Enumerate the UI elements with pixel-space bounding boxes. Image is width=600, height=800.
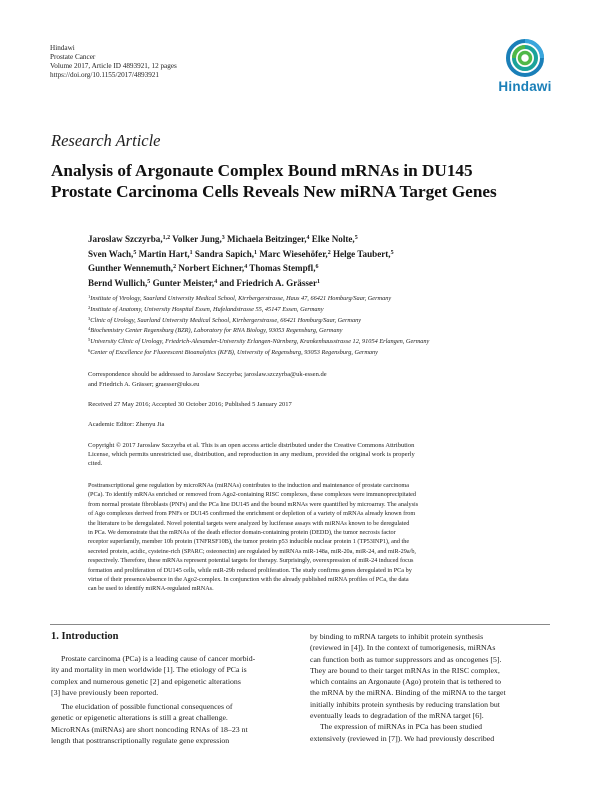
logo-wordmark: Hindawi — [498, 79, 552, 94]
article-title — [51, 160, 551, 202]
affiliation-ref: 5 — [133, 249, 137, 256]
hindawi-logo — [492, 38, 558, 104]
author-line — [88, 261, 558, 276]
author-list — [88, 232, 558, 290]
title-line: Prostate Carcinoma Cells Reveals New miRNA Target Genes — [51, 182, 497, 201]
intro-line: Prostate carcinoma (PCa) is a leading cause of cancer morbid- — [61, 654, 256, 663]
section-divider — [50, 624, 550, 625]
hindawi-logo-icon — [505, 38, 545, 78]
intro-line: length that posttranscriptionally regulate gene expression — [51, 736, 230, 746]
affiliation-text: Center of Excellence for Fluorescent Bioanalytics (KFB), University of Regensburg, 93053 Regensburg, Germany — [90, 348, 378, 356]
affiliation-item — [88, 294, 558, 305]
abstract-line: receptor superfamily, member 10b protein (TNFRSF10B), the tumor protein p53 inducible nuclear protein 1 (TP53INP1), and the — [88, 538, 410, 546]
affiliation-ref: 4 — [244, 264, 248, 271]
author-name: Sven Wach, — [88, 248, 134, 259]
doi-link[interactable]: https://doi.org/10.1155/2017/4893921 — [50, 71, 160, 79]
affiliation-text: University Clinic of Urology, Friedrich-Alexander-University Erlangen-Nürnberg, Krankenhausstrasse 12, 91054 Erlangen, Germany — [90, 338, 430, 346]
publication-dates: Received 27 May 2016; Accepted 30 October 2016; Published 5 January 2017 — [88, 401, 292, 408]
journal-metadata — [50, 44, 177, 80]
affiliation-list — [88, 294, 558, 359]
author-name: Volker Jung, — [172, 234, 222, 244]
intro-right-column — [310, 631, 550, 744]
copyright-notice — [88, 441, 550, 469]
affiliation-ref: 5 — [354, 235, 358, 241]
title-line: Analysis of Argonaute Complex Bound mRNAs in DU145 — [51, 161, 473, 180]
correspondence-line: Correspondence should be addressed to Jaroslaw Szczyrba; jaroslaw.szczyrba@uk-essen.de — [88, 371, 327, 378]
abstract-line: can be used to identify miRNA-regulated mRNAs. — [88, 585, 214, 593]
abstract-line: respectively. Therefore, these mRNAs represent potential targets for therapy. Surprisingly, overexpression of miR-24 induced focus — [88, 557, 414, 565]
author-name: Thomas Stempfl, — [249, 263, 316, 274]
author-name: Marc Wiesehöfer, — [259, 248, 328, 259]
author-name: Martin Hart, — [138, 248, 190, 259]
affiliation-ref: 4 — [214, 278, 218, 285]
affiliation-ref: 6 — [315, 264, 319, 271]
affiliation-item — [88, 348, 558, 359]
author-name: Jaroslaw Szczyrba, — [88, 234, 163, 244]
affiliation-number: 1 — [88, 294, 91, 299]
author-name: Sandra Sapich, — [194, 248, 255, 259]
abstract — [88, 481, 550, 594]
affiliation-item — [88, 337, 558, 348]
journal-name: Prostate Cancer — [50, 53, 96, 61]
intro-line: genetic or epigenetic alterations is still a great challenge. — [51, 713, 228, 723]
intro-line: can function both as tumor suppressors and as oncogenes [5]. — [310, 654, 502, 664]
affiliation-item — [88, 316, 558, 327]
affiliation-number: 6 — [88, 347, 91, 353]
affiliation-number: 3 — [88, 315, 91, 321]
abstract-line: in PCa. We demonstrate that the mRNAs of the death effector domain-containing protein (DEDD), the tumor necrosis factor — [88, 529, 396, 537]
intro-line: (reviewed in [4]). In the context of tumorigenesis, miRNAs — [310, 643, 496, 653]
abstract-line: from normal prostate fibroblasts (PNFs) and the PCa line DU145 and the bound mRNAs were quantified by microarray. The analysis — [88, 500, 419, 508]
author-name: Gunter Meister, — [152, 277, 215, 288]
abstract-line: virtue of their presence/absence in the Ago2-complex. In conjunction with the already published miRNA profiles of PCa, the data — [88, 576, 409, 584]
author-line — [88, 232, 558, 247]
affiliation-text: Biochemistry Center Regensburg (BZR), Laboratory for RNA Biology, 93053 Regensburg, Germany — [90, 327, 343, 335]
intro-line: ity and mortality in men worldwide [1]. The etiology of PCa is — [51, 665, 247, 675]
author-name: Gunther Wennemuth, — [88, 263, 174, 274]
affiliation-ref: 1,2 — [162, 235, 171, 241]
copyright-line: License, which permits unrestricted use, distribution, and reproduction in any medium, provided the original work is properly — [88, 451, 415, 459]
affiliation-number: 2 — [88, 304, 91, 310]
abstract-line: the literature to be deregulated. Novel potential targets were analyzed by luciferase assays with miRNAs known to be deregulated — [88, 519, 410, 527]
abstract-line: secreted protein, acidic, cysteine-rich (SPARC; osteonectin) are regulated by miRNAs miR-148a, miR-20a, miR-24, and miR-29a/b, — [88, 547, 416, 555]
affiliation-ref: 5 — [390, 249, 394, 256]
intro-line: [3] have previously been reported. — [51, 687, 159, 697]
copyright-line: cited. — [88, 460, 103, 468]
affiliation-text: Clinic of Urology, Saarland University Medical School, Kirrbergerstrasse, 66421 Homburg/Saar, Germany — [90, 316, 362, 324]
author-name: and Friedrich A. Grässer — [219, 277, 317, 288]
affiliation-ref: 4 — [306, 235, 310, 241]
affiliation-item — [88, 305, 558, 316]
publisher-name: Hindawi — [50, 44, 75, 52]
affiliation-ref: 2 — [173, 264, 177, 271]
author-name: Helge Taubert, — [332, 248, 391, 259]
volume-info: Volume 2017, Article ID 4893921, 12 pages — [50, 62, 177, 70]
affiliation-number: 5 — [88, 337, 91, 343]
intro-line: by binding to mRNA targets to inhibit protein synthesis — [310, 632, 484, 641]
author-line — [88, 276, 558, 291]
author-name: Bernd Wullich, — [88, 277, 148, 288]
article-type: Research Article — [51, 131, 161, 150]
abstract-line: of Ago complexes derived from PNFs or DU145 confirmed the enrichment or depletion of a variety of mRNAs already known from — [88, 510, 416, 518]
abstract-line: Posttranscriptional gene regulation by microRNAs (miRNAs) contributes to the induction and maintenance of prostate carcinoma — [88, 482, 409, 489]
author-name: Michaela Beitzinger, — [227, 234, 307, 244]
author-line — [88, 247, 558, 262]
intro-line: which contains an Argonaute (Ago) protein that is tethered to — [310, 677, 502, 687]
affiliation-item — [88, 326, 558, 337]
intro-left-column — [51, 653, 291, 746]
intro-line: extensively (reviewed in [7]). We had previously described — [310, 733, 495, 743]
affiliation-ref: 1 — [254, 249, 258, 256]
author-name: Norbert Eichner, — [178, 263, 245, 274]
affiliation-text: Institute of Virology, Saarland University Medical School, Kirrbergerstrasse, Haus 47, 66421 Homburg/Saar, Germany — [90, 295, 392, 302]
affiliation-ref: 1 — [316, 278, 320, 285]
affiliation-ref: 3 — [221, 235, 225, 241]
abstract-line: (PCa). To identify mRNAs enriched or removed from Ago2-containing RISC complexes, these complexes were immunoprecipitated — [88, 491, 416, 499]
affiliation-text: Institute of Anatomy, University Hospital Essen, Hufelandstrasse 55, 45147 Essen, Germany — [90, 305, 324, 313]
intro-line: The elucidation of possible functional consequences of — [61, 702, 233, 712]
affiliation-ref: 5 — [147, 278, 151, 285]
affiliation-ref: 1 — [189, 249, 193, 256]
author-name: Elke Nolte, — [311, 234, 355, 244]
affiliation-ref: 2 — [327, 249, 331, 256]
correspondence-line: and Friedrich A. Grässer; graesser@uks.eu — [88, 381, 200, 388]
introduction-heading: 1. Introduction — [51, 631, 119, 642]
affiliation-number: 4 — [88, 326, 91, 332]
intro-line: They are bound to their target mRNAs in the RISC complex, — [310, 665, 500, 675]
correspondence — [88, 370, 558, 390]
intro-line: initially inhibits protein synthesis by reducing translation but — [310, 699, 500, 709]
intro-line: MicroRNAs (miRNAs) are short noncoding RNAs of 18–23 nt — [51, 724, 248, 734]
intro-line: the mRNA by the miRNA. Binding of the miRNA to the target — [310, 688, 506, 698]
intro-line: eventually leads to degradation of the mRNA target [6]. — [310, 711, 484, 721]
abstract-line: formation and proliferation of DU145 cells, while miR-29b reduced proliferation. The study confirms genes deregulated in PCa by — [88, 566, 412, 574]
intro-line: The expression of miRNAs in PCa has been studied — [320, 722, 482, 732]
copyright-line: Copyright © 2017 Jaroslaw Szczyrba et al. This is an open access article distributed under the Creative Commons Attribution — [88, 442, 415, 449]
intro-line: complex and numerous genetic [2] and epigenetic alterations — [51, 676, 241, 686]
academic-editor: Academic Editor: Zhenyu Jia — [88, 421, 165, 428]
